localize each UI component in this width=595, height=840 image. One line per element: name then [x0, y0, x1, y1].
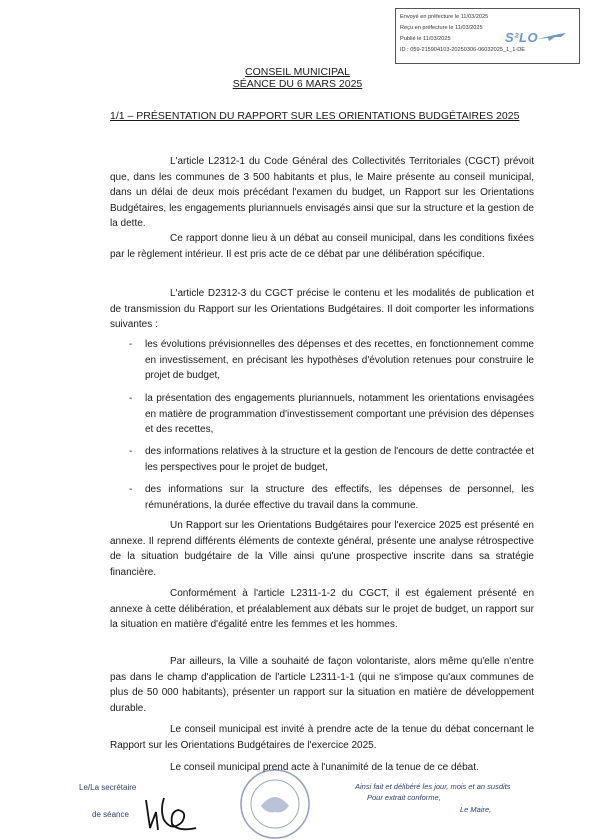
stamp-received-date: Reçu en préfecture le 11/03/2025	[400, 25, 483, 31]
list-item	[110, 444, 534, 475]
stamp-published-date: Publié le 11/03/2025	[400, 36, 451, 42]
slo-logo	[505, 30, 538, 45]
list-item-text: les évolutions prévisionnelles des dépenses et des recettes, en fonctionnement comme en investissement, en précisant les hypothèses d'évolution retenues pour construire le projet de budget,	[145, 339, 534, 381]
paragraph-text: Par ailleurs, la Ville a souhaité de façon volontariste, alors même qu'elle n'entre pas dans le champ d'application de l'article L2311-1-1 (qui ne s'impose qu'aux communes de plus de 50 000 habitants), présenter un rapport sur la situation en matière de développement durable.	[110, 656, 534, 714]
session-label: de séance	[92, 810, 129, 819]
list-item-text: des informations relatives à la structure et la gestion de l'encours de dette contractée et les perspectives pour le projet de budget,	[145, 446, 534, 473]
paragraph-4	[110, 518, 534, 580]
stamp-id: ID : 059-215904103-20250306-06032025_1_1-DE	[400, 47, 526, 53]
section-title: 1/1 – PRÉSENTATION DU RAPPORT SUR LES ORIENTATIONS BUDGÉTAIRES 2025	[110, 110, 520, 122]
bullet-dash: -	[129, 393, 133, 404]
slo-logo-text: S²LO	[505, 30, 539, 45]
bullet-dash: -	[129, 339, 133, 350]
paragraph-1	[110, 154, 534, 232]
paragraph-5	[110, 586, 534, 633]
paragraph-text: Le conseil municipal est invité à prendre acte de la tenue du débat concernant le Rapport sur les Orientations Budgétaires de l'exercice 2025.	[110, 724, 534, 751]
paragraph-text: Un Rapport sur les Orientations Budgétaires pour l'exercice 2025 est présenté en annexe. Il reprend différents éléments de contexte général, présente une analyse rétrospective de la situation budgétaire de la Ville ainsi qu'une prospective inscrite dans sa stratégie financière.	[110, 520, 534, 578]
council-title: CONSEIL MUNICIPAL	[244, 66, 351, 78]
list-item	[110, 482, 534, 513]
certification-conform: Pour extrait conforme,	[367, 793, 441, 802]
paragraph-2	[110, 231, 534, 262]
paragraph-3	[110, 286, 534, 333]
stamp-sent-date: Envoyé en préfecture le 11/03/2025	[400, 14, 489, 20]
list-item	[110, 337, 534, 384]
paragraph-text: Le conseil municipal prend acte à l'unanimité de la tenue de ce débat.	[170, 762, 479, 773]
mayor-label: Le Maire,	[460, 805, 492, 814]
municipal-seal-icon	[225, 762, 325, 840]
paragraph-text: Ce rapport donne lieu à un débat au conseil municipal, dans les conditions fixées par le règlement intérieur. Il est pris acte de ce débat par une délibération spécifique.	[110, 233, 534, 260]
session-date: SÉANCE DU 6 MARS 2025	[232, 78, 363, 90]
secretary-label: Le/La secrétaire	[79, 783, 137, 792]
list-item-text: des informations sur la structure des effectifs, les dépenses de personnel, les rémunérations, la durée effective du travail dans la commune.	[145, 484, 534, 511]
list-item-text: la présentation des engagements pluriannuels, notamment les orientations envisagées en matière de programmation d'investissement comportant une prévision des dépenses et des recettes,	[145, 393, 534, 435]
bullet-dash: -	[129, 484, 133, 495]
document-header	[0, 66, 595, 90]
paragraph-text: L'article L2312-1 du Code Général des Collectivités Territoriales (CGCT) prévoit que, dans les communes de 3 500 habitants et plus, le Maire présente au conseil municipal, dans un délai de deux mois précédant l'examen du budget, un Rapport sur les Orientations Budgétaires, les engagements pluriannuels envisagés ainsi que sur la structure et la gestion de la dette.	[110, 156, 534, 229]
paragraph-text: Conformément à l'article L2311-1-2 du CGCT, il est également présenté en annexe à cette délibération, et préalablement aux débats sur le projet de budget, un rapport sur la situation en matière d'égalité entre les femmes et les hommes.	[110, 588, 534, 630]
list-item	[110, 391, 534, 438]
plane-icon	[537, 32, 567, 42]
paragraph-6	[110, 654, 534, 716]
paragraph-text: L'article D2312-3 du CGCT précise le contenu et les modalités de publication et de transmission du Rapport sur les Orientations Budgétaires. Il doit comporter les informations suivantes :	[110, 288, 534, 330]
bullet-dash: -	[129, 446, 133, 457]
signature-icon	[138, 790, 208, 835]
paragraph-7	[110, 722, 534, 753]
certification-line: Ainsi fait et délibéré les jour, mois et an susdits	[355, 782, 511, 791]
